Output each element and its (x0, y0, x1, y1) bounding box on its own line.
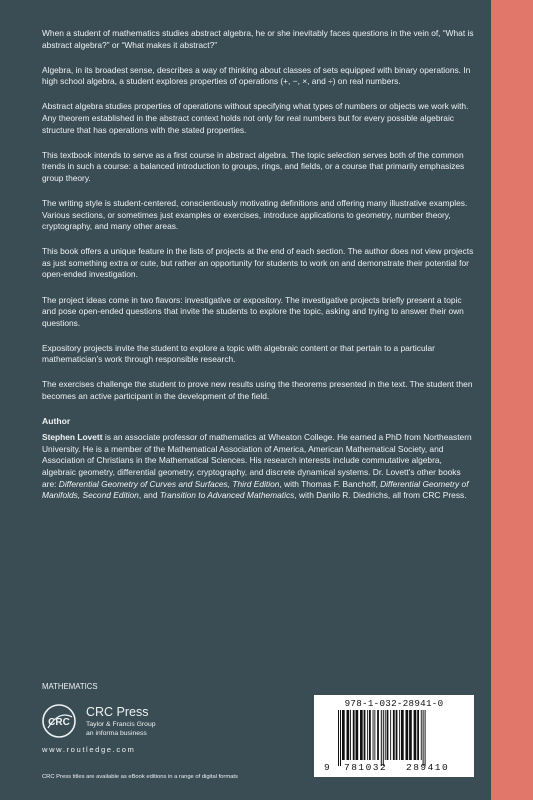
barcode-bar (367, 710, 368, 760)
blurb-paragraph: This textbook intends to serve as a first course in abstract algebra. The topic selection serves both of the common trends in such a course: a balanced introduction to groups, rings, and fields, or a course that primarily emphasizes group theory. (42, 149, 465, 183)
barcode-bar (421, 710, 422, 760)
barcode-bar (385, 710, 386, 760)
barcode-bar (381, 710, 382, 766)
barcode-bar (409, 710, 412, 760)
barcode-bar (373, 710, 374, 760)
book-title: Differential Geometry of Curves and Surfaces, Third Edition (58, 478, 280, 489)
blurb-paragraph: Expository projects invite the student to explore a topic with algebraic content or that pertain to a particular mathematician’s work through responsible research. (42, 342, 435, 365)
crc-press-logo-icon (42, 704, 76, 738)
publisher-url[interactable]: www.routledge.com (42, 745, 136, 754)
bio-text: , with Thomas F. Banchoff, (279, 478, 381, 489)
blurb-paragraph: The project ideas come in two flavors: investigative or expository. The investigative projects briefly present a topic and pose open-ended questions that invite the students to explore the topic, asking and trying to answer their own questions. (42, 294, 464, 328)
publisher-tagline: an informa business (86, 730, 147, 737)
barcode-bar (340, 710, 341, 766)
barcode-bar (414, 710, 417, 760)
blurb-paragraph: The writing style is student-centered, conscientiously motivating definitions and offering many illustrative examples. Various sections, or sometimes just examples or exercises, introduce applications to geometry, number theory, cryptography, and many other areas. (42, 197, 468, 232)
author-bio (42, 432, 477, 502)
subject-category: MATHEMATICS (42, 682, 98, 691)
isbn-number: 978-1-032-28941-0 (344, 698, 444, 709)
back-cover-text (42, 28, 477, 502)
barcode-bar (390, 710, 391, 760)
barcode-bar (425, 710, 426, 766)
logo-lettering: CRC (48, 717, 70, 728)
author-heading: Author (42, 416, 71, 427)
barcode-bar (356, 710, 359, 760)
blurb-paragraph: The exercises challenge the student to prove new results using the theorems presented in the text. The student then becomes an active participant in the development of the field. (42, 379, 473, 402)
author-name: Stephen Lovett (42, 432, 103, 443)
barcode-bar (350, 710, 351, 760)
barcode-bar (347, 710, 350, 760)
ean-left-digits: 781032 (344, 762, 388, 773)
barcode-bars (336, 710, 460, 766)
blurb-paragraph: When a student of mathematics studies abstract algebra, he or she inevitably faces questions in the vein of, “What is abstract algebra?” or “What makes it abstract?” (42, 28, 474, 50)
book-title: Transition to Advanced Mathematics (159, 490, 295, 501)
barcode-bar (353, 710, 355, 760)
bio-text: , and (138, 490, 160, 501)
barcode-bar (374, 710, 375, 760)
barcode-bar (360, 710, 363, 760)
accent-stripe (491, 0, 533, 800)
blurb-paragraph: Abstract algebra studies properties of operations without specifying what types of numbers or objects we work with. Any theorem established in the abstract context holds not only for real numbers but for every possible algebraic structure that has operations with the stated properties. (42, 101, 469, 135)
ean-right-digits: 289410 (406, 762, 450, 773)
bio-text: is an associate professor of mathematics at Wheaton College. He earned a PhD from Northeastern University. He is a member of the Mathematical Association of America, American Mathematical Society, and Association of Christians in the Mathematical Sciences. His research interests include commutative algebra, algebraic geometry, differential geometry, cryptography, and discrete dynamical systems. Dr. Lovett’s other books are: (42, 432, 472, 489)
barcode-bar (338, 710, 339, 766)
publisher-name: CRC Press (86, 705, 149, 719)
isbn-barcode (314, 695, 474, 777)
ebook-note: CRC Press titles are available as eBook editions in a range of digital formats (42, 774, 238, 780)
blurb-paragraph: This book offers a unique feature in the lists of projects at the end of each section. The author does not view projects as just something extra or cute, but rather an opportunity for students to work on and demonstrate their potential for open-ended investigation. (42, 246, 474, 280)
bio-text: , with Danilo R. Diedrichs, all from CRC Press. (294, 490, 467, 501)
barcode-bar (399, 710, 400, 760)
barcode-bar (396, 710, 398, 760)
book-title: Differential Geometry of Manifolds, Second Edition (42, 478, 469, 501)
barcode-bar (387, 710, 389, 760)
barcode-bar (364, 710, 366, 760)
barcode-bar (342, 710, 345, 760)
barcode-bar (401, 710, 404, 760)
barcode-bar (383, 710, 384, 766)
barcode-bar (377, 710, 379, 760)
barcode-bar (369, 710, 371, 760)
publisher-group: Taylor & Francis Group (86, 721, 156, 728)
ean-first-digit: 9 (324, 762, 330, 773)
barcode-bar (417, 710, 419, 760)
blurb-paragraph: Algebra, in its broadest sense, describes a way of thinking about classes of sets equipped with binary operations. In high school algebra, a student explores properties of operations (+, −, ×, and ÷) on real numbers. (42, 64, 471, 87)
publisher-block (42, 701, 262, 761)
barcode-bar (423, 710, 424, 766)
barcode-bar (406, 710, 409, 760)
barcode-bar (393, 710, 395, 760)
